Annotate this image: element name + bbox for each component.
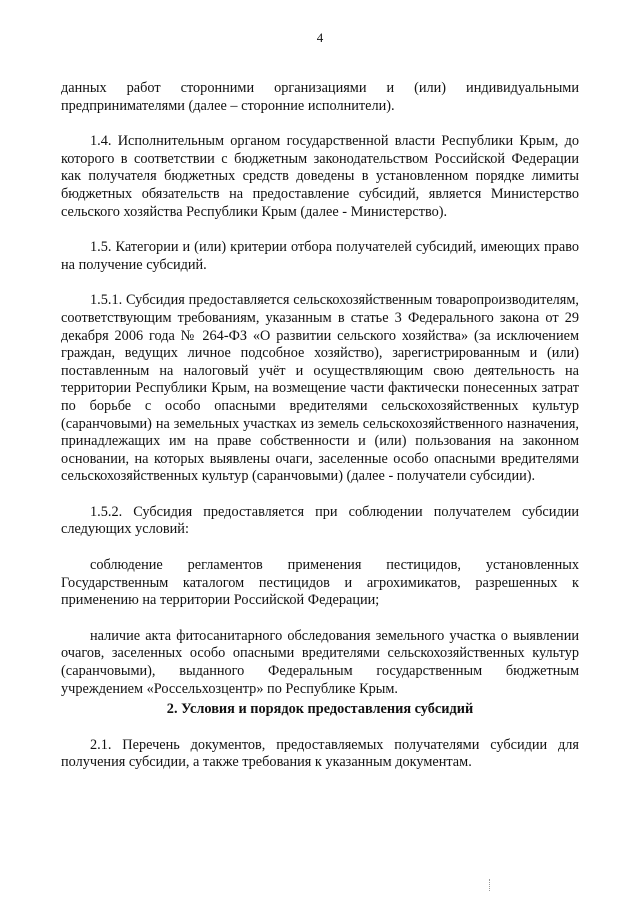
paragraph-continuation: данных работ сторонними организациями и (или) индивидуальными предпринимателями (далее – сторонние исполнители). (61, 80, 579, 114)
scan-artifact-mark (489, 879, 492, 891)
paragraph-1-5-2: 1.5.2. Субсидия предоставляется при соблюдении получателем субсидии следующих условий: (61, 503, 579, 538)
paragraph-2-1: 2.1. Перечень документов, предоставляемых получателями субсидии для получения субсидии, а также требования к указанным документам. (61, 736, 579, 771)
paragraph-condition-2: наличие акта фитосанитарного обследования земельного участка о выявлении очагов, заселенных особо опасными вредителями сельскохозяйственных культур (саранчовыми), выданного Федеральным государственным бюджетным учреждением «Россельхозцентр» по Республике Крым. (61, 627, 579, 697)
paragraph-1-4: 1.4. Исполнительным органом государственной власти Республики Крым, до которого в соответствии с бюджетным законодательством Российской Федерации как получателя бюджетных средств доведены в установленном порядке лимиты бюджетных обязательств на предоставление субсидий, является Министерство сельского хозяйства Республики Крым (далее - Министерство). (61, 133, 579, 220)
section-heading-2: 2. Условия и порядок предоставления субсидий (166, 701, 474, 718)
document-body (61, 80, 579, 772)
paragraph-1-5-1: 1.5.1. Субсидия предоставляется сельскохозяйственным товаропроизводителям, соответствующим требованиям, указанным в статье 3 Федерального закона от 29 декабря 2006 года № 264-ФЗ «О развитии сельского хозяйства» (за исключением граждан, ведущих личное подсобное хозяйство), зарегистрированным и (или) поставленным на налоговый учёт и осуществляющим свою деятельность на территории Республики Крым, на возмещение части фактически понесенных затрат по борьбе с особо опасными вредителями сельскохозяйственных культур (саранчовыми) на земельных участках из земель сельскохозяйственного назначения, принадлежащих им на праве собственности и (или) пользования на законном основании, на которых выявлены очаги, заселенные особо опасными вредителями сельскохозяйственных культур (саранчовыми) (далее - получатели субсидии). (61, 292, 579, 485)
page-number: 4 (316, 30, 324, 45)
paragraph-condition-1: соблюдение регламентов применения пестицидов, установленных Государственным каталогом пестицидов и агрохимикатов, разрешенных к применению на территории Российской Федерации; (61, 557, 579, 609)
paragraph-1-5: 1.5. Категории и (или) критерии отбора получателей субсидий, имеющих право на получение субсидий. (61, 239, 579, 273)
